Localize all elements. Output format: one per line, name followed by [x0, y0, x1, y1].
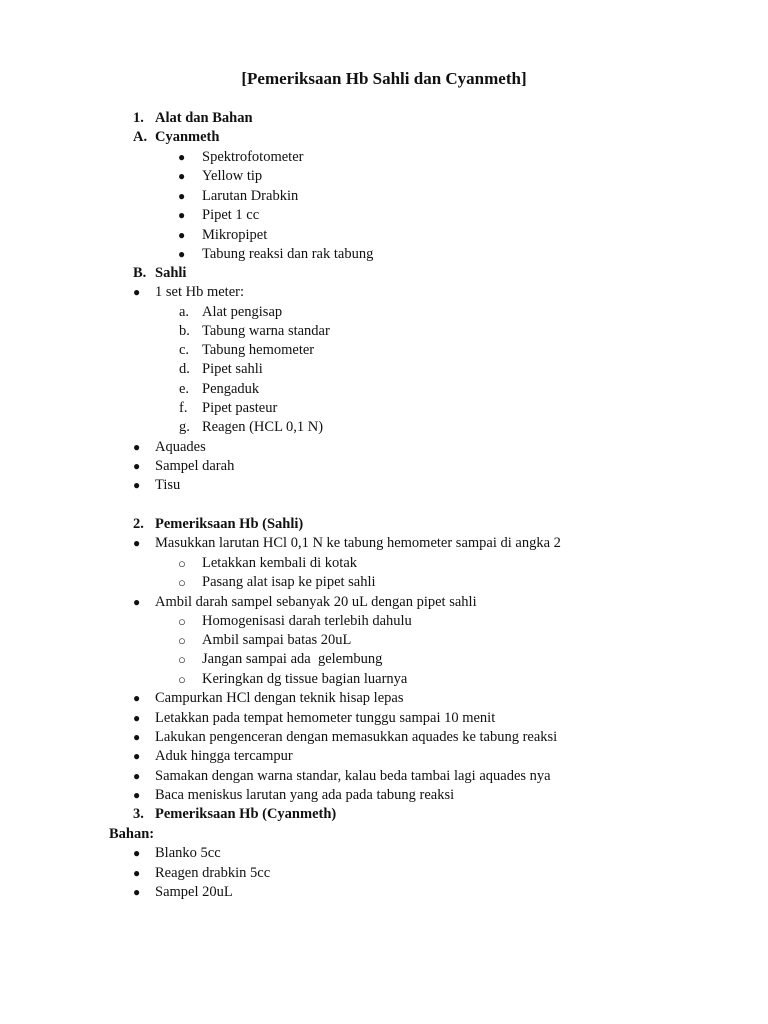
item-text: Tabung warna standar: [202, 323, 330, 339]
subsection-label: Cyanmeth: [155, 129, 220, 145]
bullet-icon: ●: [178, 228, 186, 242]
list-item-text: Lakukan pengenceran dengan memasukkan aquades ke tabung reaksi: [155, 729, 558, 745]
item-text: Reagen (HCL 0,1 N): [202, 419, 324, 435]
section-label: Pemeriksaan Hb (Sahli): [155, 516, 304, 532]
list-item-text: Aduk hingga tercampur: [155, 748, 293, 764]
list-item-text: Samakan dengan warna standar, kalau beda tambai lagi aquades nya: [155, 768, 551, 784]
list-item-text: Tabung reaksi dan rak tabung: [202, 246, 374, 262]
bullet-icon: ●: [133, 691, 141, 705]
list-item-text: Aquades: [155, 439, 206, 455]
bullet-icon: ●: [133, 730, 141, 744]
bahan-label: Bahan:: [109, 826, 155, 842]
list-item-text: Reagen drabkin 5cc: [155, 865, 271, 881]
sub-list-item-text: Homogenisasi darah terlebih dahulu: [202, 613, 412, 629]
bullet-icon: ●: [133, 536, 141, 550]
section-number: 3.: [133, 806, 144, 822]
item-letter: a.: [179, 304, 190, 320]
sub-list-item-text: Jangan sampai ada gelembung: [202, 651, 383, 667]
bullet-icon: ●: [133, 846, 141, 860]
bullet-icon: ●: [133, 711, 141, 725]
section-label: Pemeriksaan Hb (Cyanmeth): [155, 806, 337, 822]
item-text: Pipet pasteur: [202, 400, 278, 416]
list-item-text: Masukkan larutan HCl 0,1 N ke tabung hemometer sampai di angka 2: [155, 535, 561, 551]
section-number: 1.: [133, 110, 144, 126]
bullet-icon: ●: [178, 169, 186, 183]
circle-bullet-icon: ○: [178, 575, 186, 590]
bullet-icon: ●: [178, 208, 186, 222]
circle-bullet-icon: ○: [178, 652, 186, 667]
list-item-text: Sampel darah: [155, 458, 235, 474]
bullet-icon: ●: [133, 595, 141, 609]
list-item-text: Yellow tip: [202, 168, 263, 184]
item-letter: d.: [179, 361, 190, 377]
sub-list-item-text: Letakkan kembali di kotak: [202, 555, 358, 571]
subsection-label: Sahli: [155, 265, 187, 281]
list-item-text: Tisu: [155, 477, 181, 493]
bullet-icon: ●: [133, 478, 141, 492]
sub-list-item-text: Ambil sampai batas 20uL: [202, 632, 352, 648]
item-letter: c.: [179, 342, 190, 358]
circle-bullet-icon: ○: [178, 556, 186, 571]
list-item-text: Sampel 20uL: [155, 884, 233, 900]
list-item-text: Spektrofotometer: [202, 149, 304, 165]
list-item-text: Letakkan pada tempat hemometer tunggu sampai 10 menit: [155, 710, 496, 726]
bullet-icon: ●: [133, 285, 141, 299]
list-item-text: Ambil darah sampel sebanyak 20 uL dengan pipet sahli: [155, 594, 477, 610]
bullet-icon: ●: [133, 866, 141, 880]
list-item-text: Larutan Drabkin: [202, 188, 299, 204]
item-letter: f.: [179, 400, 188, 416]
item-text: Tabung hemometer: [202, 342, 315, 358]
list-item-text: Baca meniskus larutan yang ada pada tabung reaksi: [155, 787, 455, 803]
list-item-text: Pipet 1 cc: [202, 207, 260, 223]
subsection-letter: B.: [133, 265, 147, 281]
bullet-icon: ●: [133, 459, 141, 473]
circle-bullet-icon: ○: [178, 672, 186, 687]
bullet-icon: ●: [133, 749, 141, 763]
page-title: [Pemeriksaan Hb Sahli dan Cyanmeth]: [241, 69, 527, 88]
item-text: Alat pengisap: [202, 304, 283, 320]
list-item-text: Campurkan HCl dengan teknik hisap lepas: [155, 690, 404, 706]
list-item-text: Mikropipet: [202, 227, 268, 243]
item-letter: g.: [179, 419, 190, 435]
item-letter: e.: [179, 381, 190, 397]
sub-list-item-text: Keringkan dg tissue bagian luarnya: [202, 671, 408, 687]
subsection-letter: A.: [133, 129, 148, 145]
circle-bullet-icon: ○: [178, 633, 186, 648]
list-item-text: Blanko 5cc: [155, 845, 221, 861]
section-number: 2.: [133, 516, 144, 532]
section-label: Alat dan Bahan: [155, 110, 253, 126]
item-text: Pengaduk: [202, 381, 260, 397]
item-text: Pipet sahli: [202, 361, 263, 377]
bullet-icon: ●: [133, 769, 141, 783]
bullet-icon: ●: [133, 885, 141, 899]
bullet-icon: ●: [178, 247, 186, 261]
item-letter: b.: [179, 323, 190, 339]
bullet-icon: ●: [178, 189, 186, 203]
bullet-icon: ●: [133, 440, 141, 454]
list-item-text: 1 set Hb meter:: [155, 284, 244, 300]
bullet-icon: ●: [133, 788, 141, 802]
circle-bullet-icon: ○: [178, 614, 186, 629]
sub-list-item-text: Pasang alat isap ke pipet sahli: [202, 574, 376, 590]
bullet-icon: ●: [178, 150, 186, 164]
